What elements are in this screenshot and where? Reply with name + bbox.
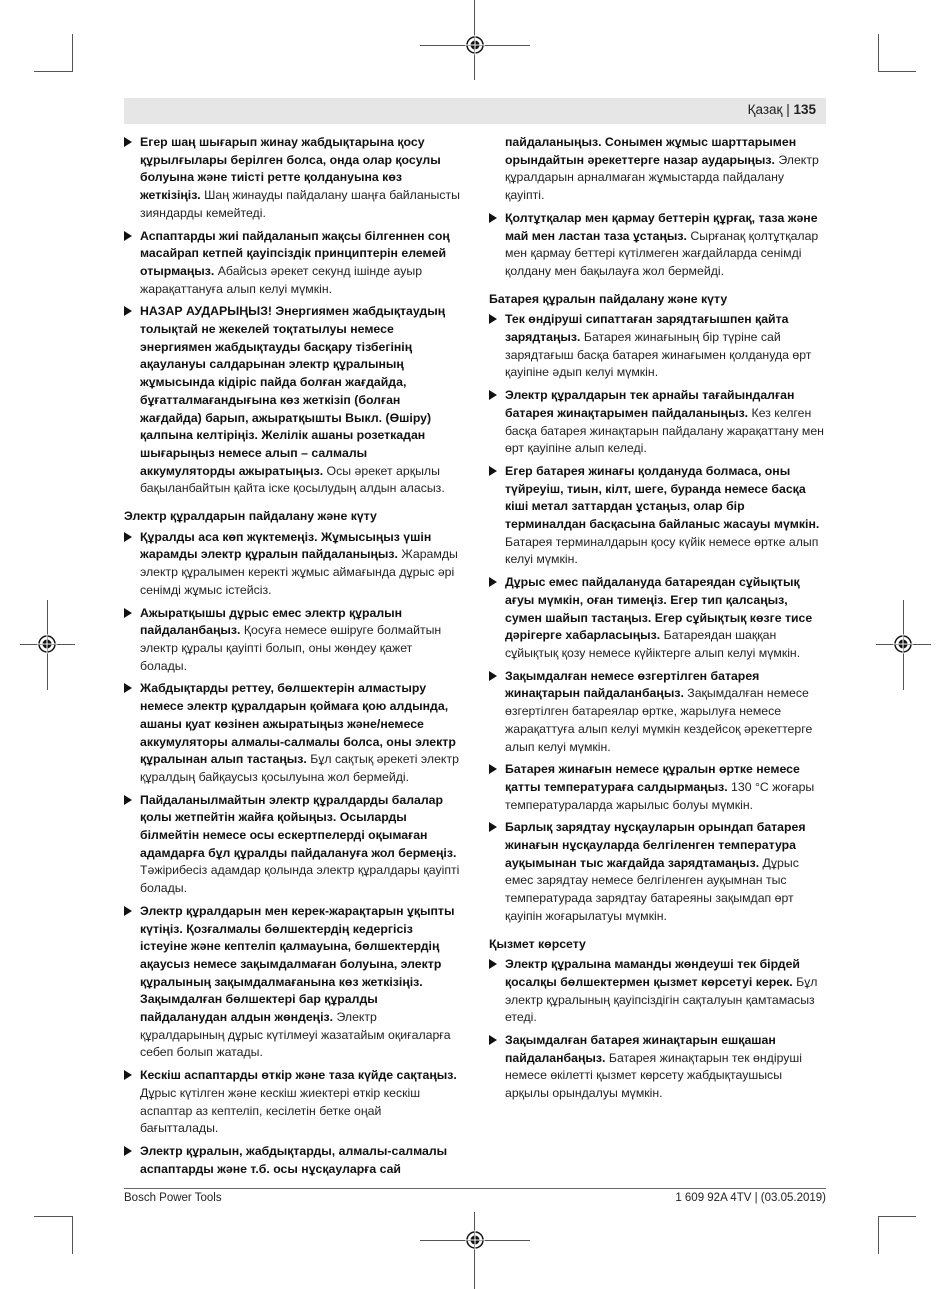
safety-item	[489, 210, 825, 281]
explanation-text: Электр құралдарының дұрыс күтілмеуі жазатайым оқиғаларға себеп болып жатады.	[140, 1010, 451, 1060]
safety-item	[489, 761, 825, 814]
explanation-text: Батарея жинағының бір түріне сай зарядтағыш басқа батарея жинағымен қолдануда өрт қауіпіне әдып келуі мүмкін.	[505, 330, 812, 380]
bullet-arrow-icon	[124, 1146, 132, 1156]
warning-text: Электр құралдарын мен керек-жарақтарын ұқыпты күтіңіз. Қозғалмалы бөлшектердің кедергісіз істеуіне және кептеліп қалмауына, бөлшектердің ақаусыз немесе зақымдалмаған болуына, электр құралының зақымдалмағанына көз жеткізіңіз. Зақымдалған бөлшектері бар құралды пайдаланудан алдын жөндеңіз.	[140, 903, 455, 1025]
explanation-text: Зақымдалған немесе өзгертілген батареялар өртке, жарылуға немесе жарақаттуға алып келуі мүмкін кездейсоқ әрекеттерге алып келуі мүмкін.	[505, 686, 813, 754]
header-text: Қазақ | 135	[747, 102, 816, 117]
warning-text: Кескіш аспаптарды өткір және таза күйде сақтаңыз.	[140, 1068, 457, 1083]
footer-brand: Bosch Power Tools	[124, 1192, 222, 1204]
bullet-arrow-icon	[489, 213, 497, 223]
explanation-text: Сырғанақ қолтұтқалар мен қармау беттері күтілмеген жағдайларда сенімді қолдану мен бақылауға жол бермейді.	[505, 228, 819, 278]
left-column	[124, 134, 460, 1183]
bullet-arrow-icon	[124, 608, 132, 618]
safety-item	[489, 463, 825, 569]
section-heading: Батарея құралын пайдалану және күту	[489, 291, 728, 306]
safety-item	[124, 529, 460, 600]
footer-doc-number: 1 609 92A 4TV | (03.05.2019)	[675, 1192, 826, 1204]
bullet-arrow-icon	[489, 822, 497, 832]
safety-item	[124, 903, 460, 1062]
explanation-text: Бұл сақтық әрекеті электр құралдың байқаусыз қосылуына жол бермейді.	[140, 752, 459, 784]
warning-text: Егер шаң шығарып жинау жабдықтарына қосу құрылғылары берілген болса, онда олар қосулы болуына және тиісті ретте қолдануына көз жеткізіңіз.	[140, 135, 441, 203]
explanation-text: Абайсыз әрекет секунд ішінде ауыр жарақаттануға алып келуі мүмкін.	[140, 263, 423, 296]
crop-mark	[878, 34, 879, 72]
crop-mark	[878, 1216, 916, 1217]
warning-text: Құралды аса көп жүктемеңіз. Жұмысыңыз үшін жарамды электр құралын пайдаланыңыз.	[140, 529, 432, 562]
explanation-text: Осы әрекет арқылы бақыланбайтын қайта іске қосылудың алдын аласыз.	[140, 463, 445, 496]
crop-mark	[474, 1212, 475, 1289]
section-heading: Қызмет көрсету	[489, 936, 586, 951]
warning-text: Электр құралын, жабдықтарды, алмалы-салмалы аспаптарды және т.б. осы нұсқауларға сай	[140, 1143, 448, 1176]
warning-text: Зақымдалған батарея жинақтарын ешқашан пайдаланбаңыз.	[505, 1033, 776, 1065]
explanation-text: Кез келген басқа батарея жинақтарын пайдалану жарақаттану мен өрт қауіпіне алып келеді.	[505, 405, 824, 456]
registration-mark-icon	[893, 634, 913, 654]
continued-paragraph	[489, 134, 825, 205]
safety-item	[124, 303, 460, 498]
bullet-arrow-icon	[124, 306, 132, 316]
crop-mark	[878, 1216, 879, 1254]
explanation-text: Тәжірибесіз адамдар қолында электр құралдары қауіпті болады.	[140, 863, 460, 896]
footer-rule	[124, 1188, 826, 1189]
explanation-text: Шаң жинауды пайдалану шаңға байланысты зияндарды кемейтеді.	[140, 188, 460, 220]
explanation-text: Дұрыс емес зарядтау немесе белгіленген ауқымнан тыс температурада зарядтау батареяны зақымдап өрт қауіпін жоғарылатуы мүмкін.	[505, 855, 799, 923]
bullet-arrow-icon	[124, 906, 132, 916]
safety-item	[489, 311, 825, 382]
warning-text: Тек өндіруші сипаттаған зарядтағышпен қайта зарядтаңыз.	[505, 312, 789, 345]
safety-item	[124, 1143, 460, 1178]
safety-item	[124, 792, 460, 898]
page-number: 135	[793, 102, 816, 117]
warning-text: НАЗАР АУДАРЫҢЫЗ! Энергиямен жабдықтаудың толықтай не жекелей тоқтатылуы немесе энергиямен жабдықтауды басқару тізбегінің ақаулануы салдарынан электр құралының жұмысында кідіріс пайда болған жағдайда, бұғатталмағандығына көз жеткізіп (болған жағдайда) барып, ажыратқышты Выкл. (Өшіру) қалпына келтіріңіз. Желілік ашаны розеткадан шығарыңыз немесе алып – салмалы аккумуляторды ажыратыңыз.	[140, 304, 446, 478]
bullet-arrow-icon	[124, 137, 132, 147]
crop-mark	[72, 34, 73, 72]
crop-mark	[34, 71, 72, 72]
registration-mark-icon	[37, 634, 57, 654]
crop-mark	[34, 1216, 72, 1217]
warning-text: Жабдықтарды реттеу, бөлшектерін алмастыру немесе электр құралдарын қоймаға қою алдында, ашаны қуат көзінен ажыратыңыз және/немесе аккумуляторы алмалы-салмалы болса, оны электр құралынан алып тастаңыз.	[140, 681, 456, 767]
warning-text: Дұрыс емес пайдалануда батареядан сұйықтық ағуы мүмкін, оған тимеңіз. Егер тип қалсаңыз, сумен шайып тастаңыз. Егер сұйықтық көзге тисе дәрігерге хабарласыңыз.	[505, 575, 813, 643]
explanation-text: Батареядан шаққан сұйықтық қозу немесе күйіктерге алып келуі мүмкін.	[505, 628, 801, 660]
safety-item	[489, 668, 825, 757]
safety-item	[489, 1032, 825, 1103]
explanation-text: Жарамды электр құралымен керекті жұмыс аймағында дұрыс әрі сенімді жұмыс істейсіз.	[140, 547, 458, 597]
registration-mark-icon	[465, 1230, 485, 1250]
explanation-text: Бұл электр құралының қауіпсіздігін сақталуын қамтамасыз етеді.	[505, 974, 818, 1025]
explanation-text: 130 °C жоғары температураларда жарылыс болуы мүмкін.	[505, 779, 815, 812]
crop-mark	[878, 71, 916, 72]
bullet-arrow-icon	[489, 390, 497, 400]
warning-text: Электр құралдарын тек арнайы тағайындалған батарея жинақтарымен пайдаланыңыз.	[505, 388, 795, 420]
page-header	[124, 98, 826, 124]
safety-item	[124, 605, 460, 676]
safety-item	[124, 134, 460, 223]
safety-item	[489, 574, 825, 663]
bullet-arrow-icon	[124, 795, 132, 805]
bullet-arrow-icon	[489, 764, 497, 774]
explanation-text: Қосуға немесе өшіруге болмайтын электр құралы қауіпті болып, оны жөндеу қажет болады.	[140, 623, 442, 673]
bullet-arrow-icon	[489, 1035, 497, 1045]
bullet-arrow-icon	[489, 959, 497, 969]
warning-text: Зақымдалған немесе өзгертілген батарея жинақтарын пайдаланбаңыз.	[505, 668, 760, 701]
bullet-arrow-icon	[489, 314, 497, 324]
bullet-arrow-icon	[124, 1070, 132, 1080]
safety-item	[489, 956, 825, 1027]
section-heading: Электр құралдарын пайдалану және күту	[124, 509, 377, 524]
warning-text: Пайдаланылмайтын электр құралдарды балалар қолы жетпейтін жайға қойыңыз. Осыларды білмейтін немесе осы ескертпелерді оқымаған адамдарға бұл құралды пайдалануға жол бермеңіз.	[140, 792, 457, 860]
bullet-arrow-icon	[124, 683, 132, 693]
warning-text: Аспаптарды жиі пайдаланып жақсы білгеннен соң масайрап кетпей қауіпсіздік принциптерін елемей отырмаңыз.	[140, 228, 450, 278]
explanation-text: Электр құралдарын арналмаған жұмыстарда пайдалану қауіпті.	[505, 152, 819, 203]
bullet-arrow-icon	[489, 671, 497, 681]
warning-text: Ажыратқышы дұрыс емес электр құралын пайдаланбаңыз.	[140, 605, 403, 638]
warning-text: Электр құралына маманды жөндеуші тек бірдей қосалқы бөлшектермен қызмет көрсетуі керек.	[505, 957, 800, 989]
explanation-text: Дұрыс күтілген және кескіш жиектері өткір кескіш аспаптар аз кептеліп, кесілетін бетке оңай бағытталады.	[140, 1085, 421, 1136]
warning-text: Егер батарея жинағы қолдануда болмаса, оны түйреуіш, тиын, кілт, шеге, буранда немесе басқа кіші метал заттардан ұстаңыз, олар бір терминалдан басқасына байланыс жасауы мүмкін.	[505, 463, 820, 532]
safety-item	[124, 1067, 460, 1138]
registration-mark-icon	[465, 35, 485, 55]
warning-text: Барлық зарядтау нұсқауларын орындап батарея жинағын нұсқауларда белгіленген температура ауқымынан тыс жағдайда зарядтамаңыз.	[505, 820, 806, 870]
header-language: Қазақ	[747, 102, 783, 117]
safety-item	[489, 819, 825, 925]
bullet-arrow-icon	[124, 532, 132, 542]
warning-text: Батарея жинағын немесе құралын өртке немесе қатты температураға салдырмаңыз.	[505, 762, 800, 794]
explanation-text: Батарея жинақтарын тек өндіруші немесе өкілетті қызмет көрсету жабдықтаушысы арқылы орындалуы мүмкін.	[505, 1050, 803, 1101]
warning-text: пайдаланыңыз. Сонымен жұмыс шарттарымен орындайтын әрекеттерге назар аударыңыз.	[505, 135, 797, 167]
explanation-text: Батарея терминалдарын қосу күйік немесе өртке алып келуі мүмкін.	[505, 534, 819, 567]
right-column	[489, 134, 825, 1108]
safety-item	[124, 680, 460, 786]
bullet-arrow-icon	[489, 577, 497, 587]
bullet-arrow-icon	[489, 466, 497, 476]
safety-item	[489, 387, 825, 458]
safety-item	[124, 228, 460, 299]
crop-mark	[72, 1216, 73, 1254]
warning-text: Қолтұтқалар мен қармау беттерін құрғақ, таза және май мен ластан таза ұстаңыз.	[505, 210, 818, 243]
bullet-arrow-icon	[124, 231, 132, 241]
